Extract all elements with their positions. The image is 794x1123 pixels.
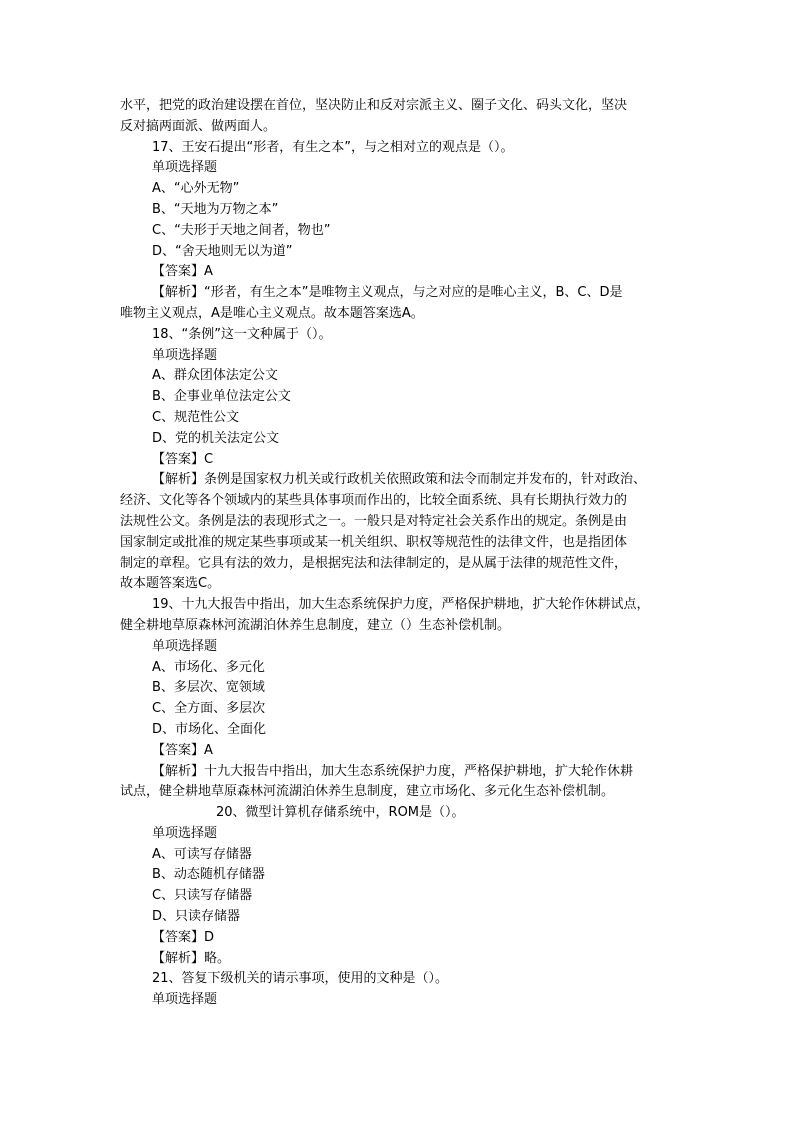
answer-option: C、全方面、多层次 [152, 701, 266, 717]
answer-key: 【答案】A [152, 264, 213, 280]
answer-option: B、动态随机存储器 [152, 867, 265, 883]
body-text-line: 健全耕地草原森林河流湖泊休养生息制度，建立（）生态补偿机制。 [120, 617, 511, 633]
explanation-line: 【解析】“形者，有生之本”是唯物主义观点，与之对应的是唯心主义，B、C、D是 [152, 285, 623, 301]
body-text-line: 唯物主义观点，A是唯心主义观点。故本题答案选A。 [120, 305, 424, 321]
answer-option: B、企事业单位法定公文 [152, 389, 291, 405]
question-type-label: 单项选择题 [152, 992, 218, 1008]
body-text-line: 经济、文化等各个领域内的某些具体事项而作出的，比较全面系统、具有长期执行效力的 [120, 493, 628, 509]
question-type-label: 单项选择题 [152, 160, 218, 176]
question-type-label: 单项选择题 [152, 825, 218, 841]
answer-option: A、可读写存储器 [152, 846, 252, 862]
answer-key: 【答案】C [152, 451, 214, 467]
question-line: 21、答复下级机关的请示事项，使用的文种是（）。 [152, 971, 449, 987]
question-type-label: 单项选择题 [152, 347, 218, 363]
answer-option: A、“心外无物” [152, 181, 240, 197]
answer-option: A、市场化、多元化 [152, 659, 265, 675]
question-line: 18、“条例”这一文种属于（）。 [152, 326, 332, 342]
answer-option: D、市场化、全面化 [152, 721, 267, 737]
answer-key: 【答案】A [152, 742, 213, 758]
explanation-line: 【解析】略。 [152, 950, 231, 966]
body-text-line: 法规性公文。条例是法的表现形式之一。一般只是对特定社会关系作出的规定。条例是由 [120, 513, 628, 529]
body-text-line: 试点，健全耕地草原森林河流湖泊休养生息制度，建立市场化、多元化生态补偿机制。 [120, 784, 615, 800]
body-text-line: 故本题答案选C。 [120, 576, 221, 592]
document-body [120, 96, 680, 1011]
question-line: 20、微型计算机存储系统中，ROM是（）。 [216, 805, 465, 821]
answer-option: A、群众团体法定公文 [152, 368, 278, 384]
answer-option: C、“夫形于天地之间者，物也” [152, 222, 331, 238]
answer-option: C、规范性公文 [152, 409, 240, 425]
answer-option: B、“天地为万物之本” [152, 201, 279, 217]
body-text-line: 反对搞两面派、做两面人。 [120, 118, 277, 134]
answer-key: 【答案】D [152, 929, 215, 945]
answer-option: D、只读存储器 [152, 909, 241, 925]
body-text-line: 水平，把党的政治建设摆在首位，坚决防止和反对宗派主义、圈子文化、码头文化，坚决 [120, 98, 628, 113]
answer-option: D、党的机关法定公文 [152, 430, 280, 446]
body-text-line: 制定的章程。它具有法的效力，是根据宪法和法律制定的，是从属于法律的规范性文件， [120, 555, 628, 571]
question-line: 19、十九大报告中指出，加大生态系统保护力度，严格保护耕地，扩大轮作休耕试点， [152, 597, 650, 613]
question-line: 17、王安石提出“形者，有生之本”，与之相对立的观点是（）。 [152, 139, 514, 155]
answer-option: B、多层次、宽领域 [152, 680, 265, 696]
explanation-line: 【解析】条例是国家权力机关或行政机关依照政策和法令而制定并发布的，针对政治、 [152, 472, 647, 488]
body-text-line: 国家制定或批准的规定某些事项或某一机关组织、职权等规范性的法律文件，也是指团体 [120, 534, 628, 550]
answer-option: D、“舍天地则无以为道” [152, 243, 293, 259]
explanation-line: 【解析】十九大报告中指出，加大生态系统保护力度，严格保护耕地，扩大轮作休耕 [152, 763, 634, 779]
answer-option: C、只读写存储器 [152, 888, 253, 904]
question-type-label: 单项选择题 [152, 638, 218, 654]
